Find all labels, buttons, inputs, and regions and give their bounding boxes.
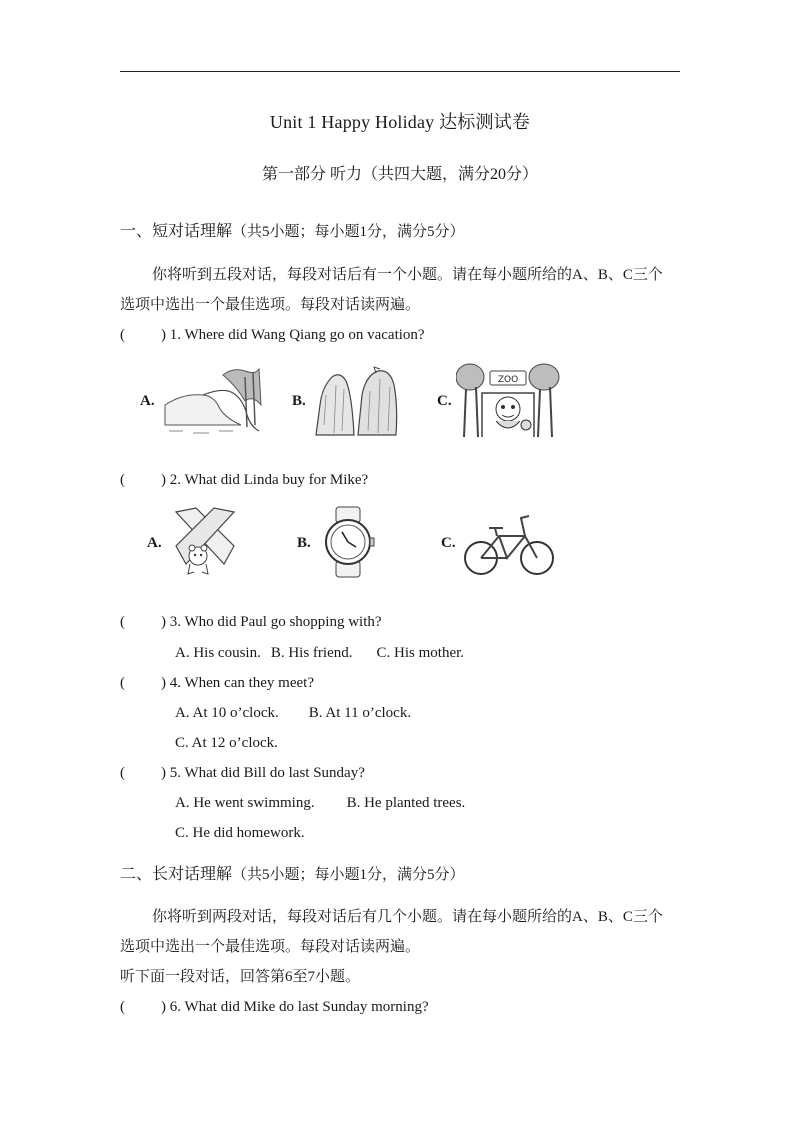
question-3-options xyxy=(175,643,464,663)
q1-option-a-label: A. xyxy=(140,393,155,409)
answer-paren-open: ( xyxy=(120,765,125,781)
question-5-text: 5. What did Bill do last Sunday? xyxy=(169,765,365,781)
question-3 xyxy=(120,612,382,632)
mountain-icon xyxy=(312,365,404,437)
answer-paren-close: ) xyxy=(161,327,166,343)
section2-note: （共5小题；每小题1分，满分5分） xyxy=(232,867,465,883)
q4-option-c[interactable]: C. At 12 o’clock. xyxy=(175,735,278,751)
q4-option-b[interactable]: B. At 11 o’clock. xyxy=(308,705,412,721)
question-5-options-row1 xyxy=(175,793,465,813)
section1-title: 一、短对话理解 xyxy=(120,223,233,240)
q5-option-c[interactable]: C. He did homework. xyxy=(175,825,305,841)
section2-instruction-line1: 你将听到两段对话，每段对话后有几个小题。请在每小题所给的A、B、C三个 xyxy=(152,909,663,925)
section2-heading xyxy=(120,865,465,885)
q3-option-a[interactable]: A. His cousin. xyxy=(175,645,261,661)
q3-option-b[interactable]: B. His friend. xyxy=(270,645,353,661)
question-3-text: 3. Who did Paul go shopping with? xyxy=(169,614,382,630)
q2-option-b-label: B. xyxy=(297,535,311,551)
q2-option-a-label: A. xyxy=(147,535,162,551)
q3-option-c[interactable]: C. His mother. xyxy=(376,645,465,661)
section1-instruction-line1: 你将听到五段对话，每段对话后有一个小题。请在每小题所给的A、B、C三个 xyxy=(152,267,663,283)
watch-icon xyxy=(320,505,376,579)
question-4-text: 4. When can they meet? xyxy=(169,675,314,691)
question-6-text: 6. What did Mike do last Sunday morning? xyxy=(169,999,429,1015)
answer-paren-open: ( xyxy=(120,327,125,343)
question-2 xyxy=(120,470,368,490)
q1-option-c-label: C. xyxy=(437,393,452,409)
question-2-text: 2. What did Linda buy for Mike? xyxy=(169,472,369,488)
answer-paren-close: ) xyxy=(161,765,166,781)
answer-paren-close: ) xyxy=(161,472,166,488)
part-subtitle: 第一部分 听力（共四大题，满分20分） xyxy=(261,166,538,183)
q5-option-a[interactable]: A. He went swimming. xyxy=(175,795,315,811)
answer-paren-open: ( xyxy=(120,999,125,1015)
answer-paren-open: ( xyxy=(120,614,125,630)
section2-title: 二、长对话理解 xyxy=(120,866,233,883)
question-6 xyxy=(120,997,429,1017)
question-4 xyxy=(120,673,314,693)
question-5 xyxy=(120,763,365,783)
question-1-text: 1. Where did Wang Qiang go on vacation? xyxy=(169,327,425,343)
answer-paren-close: ) xyxy=(161,614,166,630)
answer-paren-close: ) xyxy=(161,675,166,691)
bicycle-icon xyxy=(463,512,555,578)
q1-option-b-label: B. xyxy=(292,393,306,409)
page-title: Unit 1 Happy Holiday 达标测试卷 xyxy=(269,112,531,132)
section2-instruction-line3: 听下面一段对话，回答第6至7小题。 xyxy=(120,969,361,985)
question-4-options-row1 xyxy=(175,703,411,723)
section2-instruction-line2: 选项中选出一个最佳选项。每段对话读两遍。 xyxy=(120,939,421,955)
answer-paren-open: ( xyxy=(120,675,125,691)
top-rule xyxy=(120,71,680,72)
answer-paren-open: ( xyxy=(120,472,125,488)
scarf-icon xyxy=(170,506,240,578)
q2-option-c-label: C. xyxy=(441,535,456,551)
question-1 xyxy=(120,325,425,345)
section1-note: （共5小题；每小题1分，满分5分） xyxy=(232,224,465,240)
q4-option-a[interactable]: A. At 10 o’clock. xyxy=(175,705,279,721)
section1-instruction-line2: 选项中选出一个最佳选项。每段对话读两遍。 xyxy=(120,297,421,313)
section1-heading xyxy=(120,222,465,242)
zoo-icon xyxy=(456,363,560,439)
answer-paren-close: ) xyxy=(161,999,166,1015)
zoo-sign-text: ZOO xyxy=(497,375,519,385)
beach-icon xyxy=(163,365,263,437)
q5-option-b[interactable]: B. He planted trees. xyxy=(346,795,466,811)
